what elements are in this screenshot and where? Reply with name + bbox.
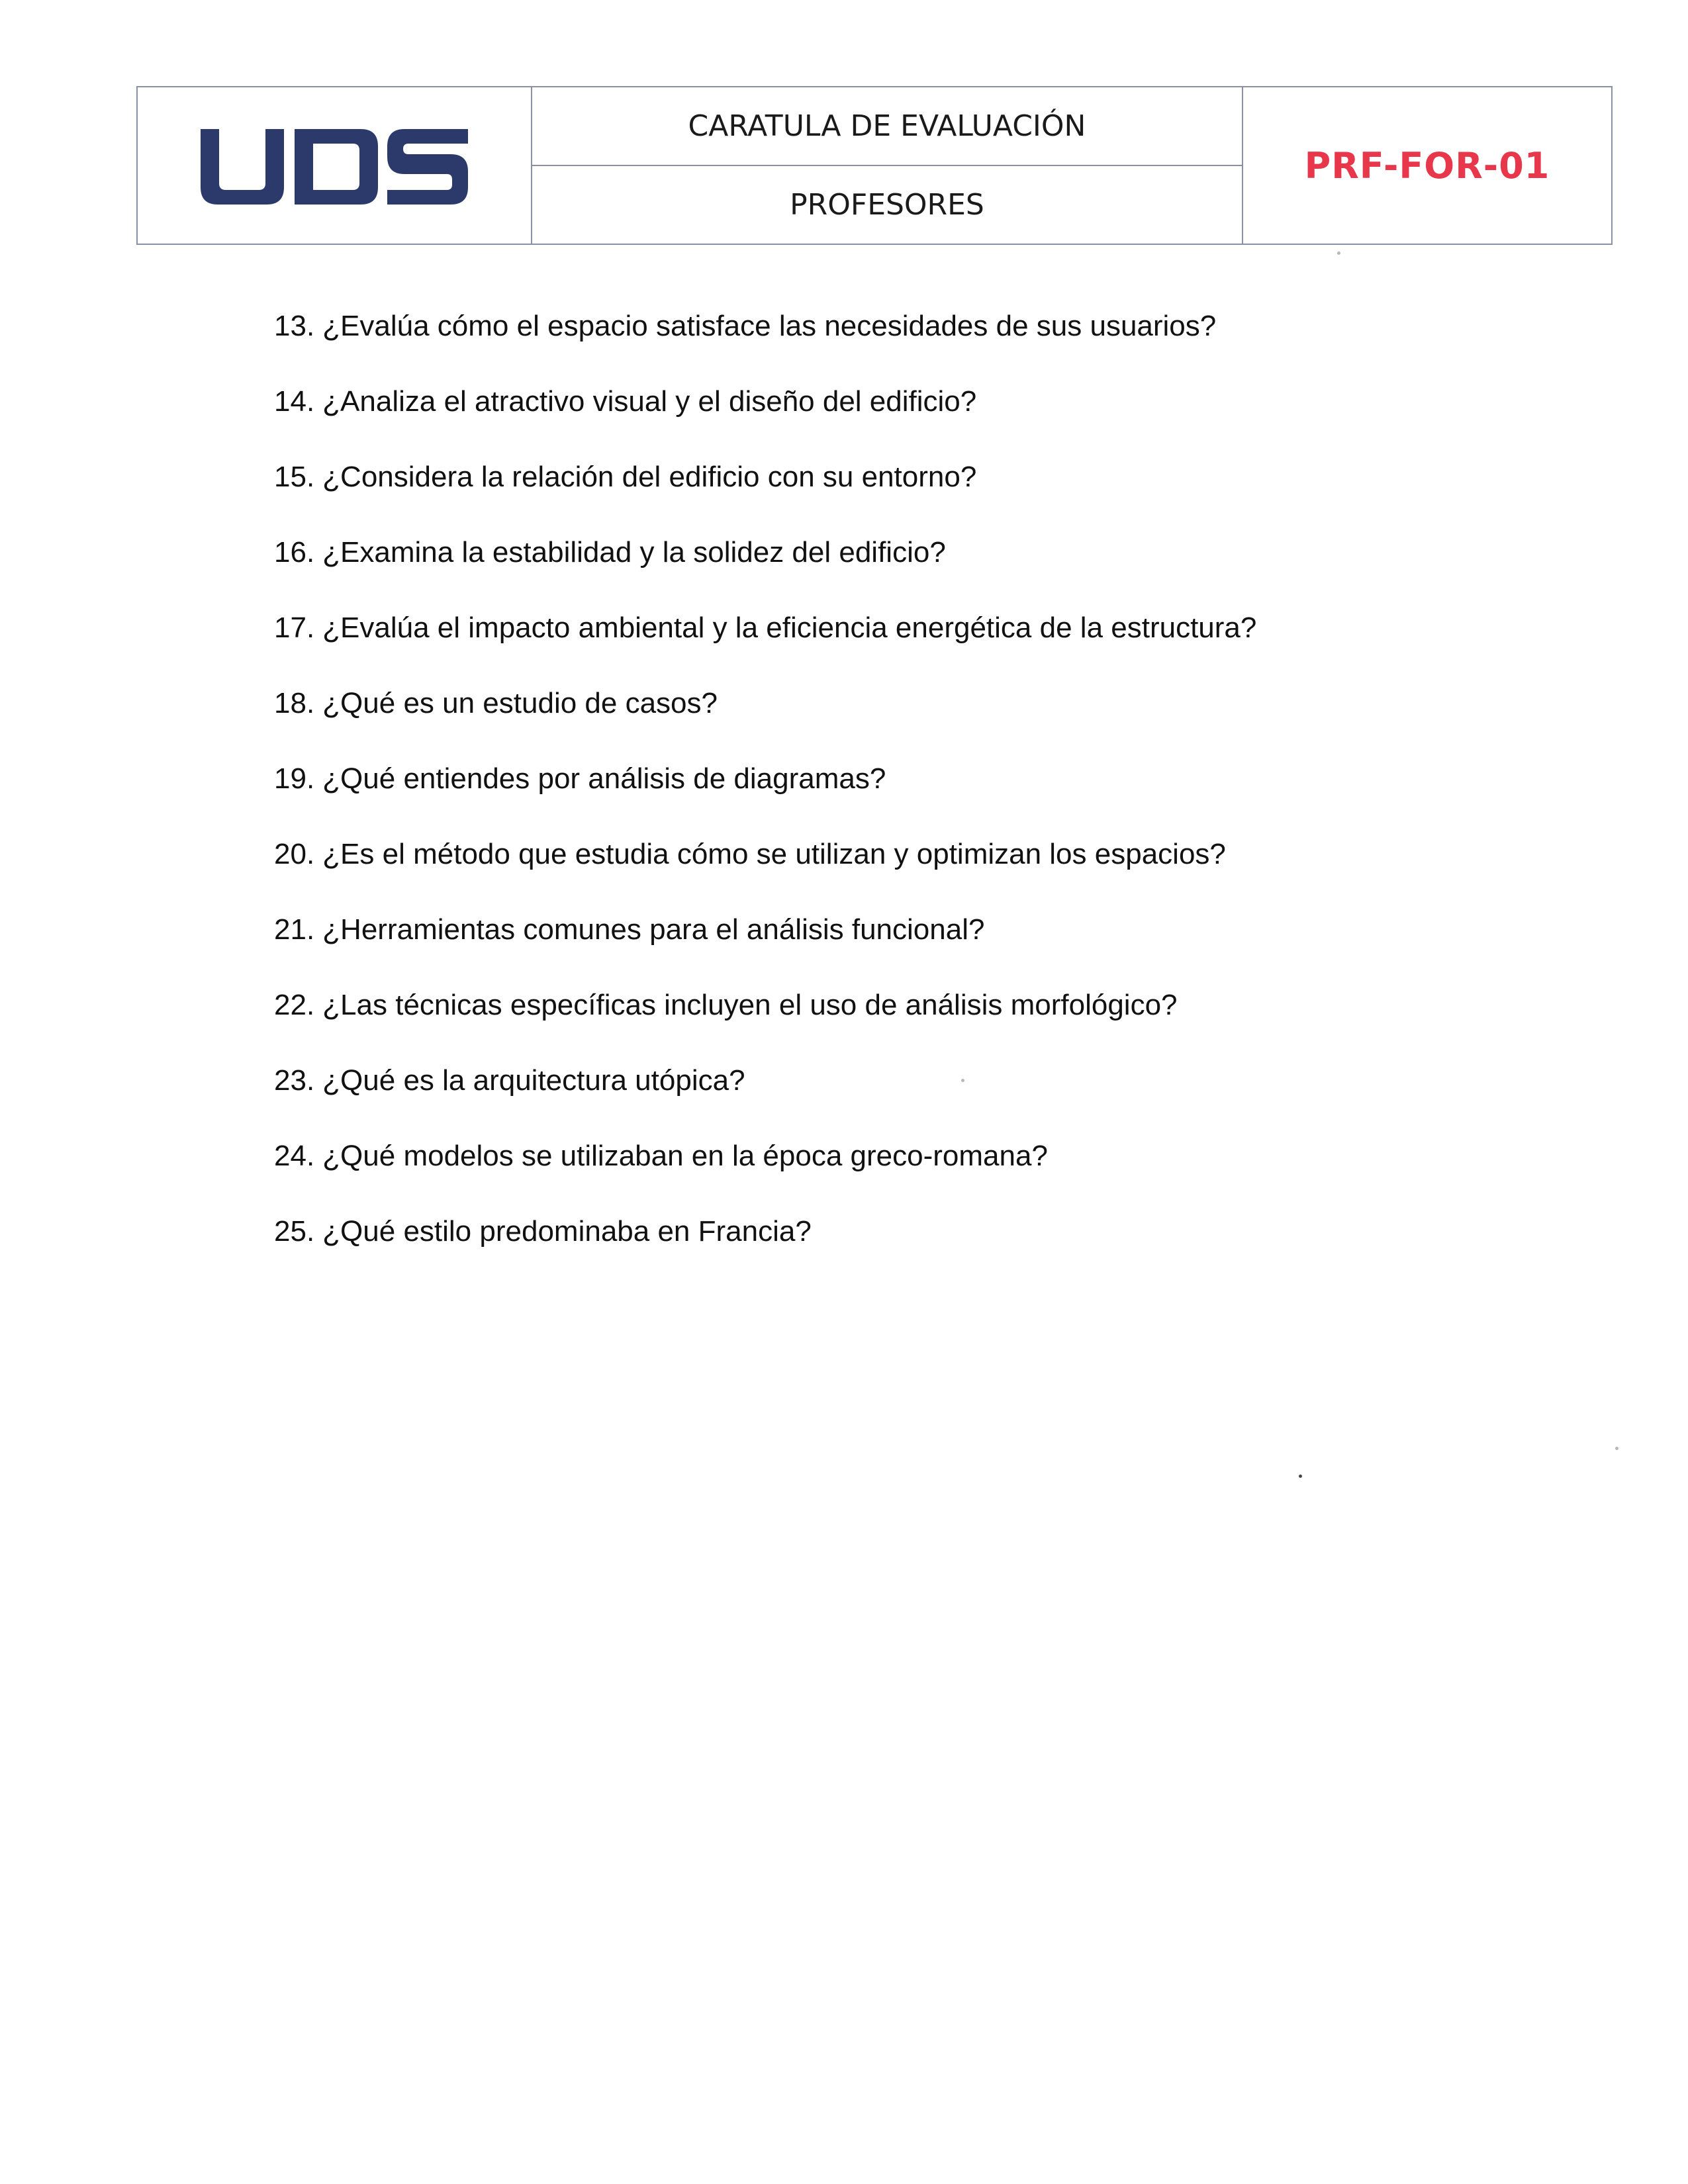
question-item <box>274 989 1532 1064</box>
question-item <box>274 536 1532 612</box>
question-number: 17. <box>274 612 315 644</box>
document-header <box>136 86 1613 245</box>
question-number: 16. <box>274 536 315 569</box>
document-subtitle: PROFESORES <box>790 188 984 222</box>
scan-speck <box>1337 251 1340 255</box>
question-item <box>274 461 1532 536</box>
logo-cell <box>138 87 532 244</box>
question-text: ¿Evalúa cómo el espacio satisface las necesidades de sus usuarios? <box>322 310 1217 342</box>
question-item <box>274 1215 1532 1291</box>
question-number: 15. <box>274 461 315 493</box>
question-text: ¿Qué modelos se utilizaban en la época greco-romana? <box>322 1140 1048 1172</box>
question-item <box>274 612 1532 687</box>
question-number: 24. <box>274 1140 315 1172</box>
question-number: 19. <box>274 762 315 795</box>
question-number: 21. <box>274 913 315 946</box>
question-item <box>274 762 1532 838</box>
scan-speck <box>1615 1447 1618 1450</box>
question-text: ¿Qué es la arquitectura utópica? <box>322 1064 745 1097</box>
question-number: 22. <box>274 989 315 1021</box>
question-text: ¿Qué es un estudio de casos? <box>322 687 718 719</box>
question-item <box>274 1140 1532 1215</box>
question-text: ¿Qué entiendes por análisis de diagramas? <box>322 762 886 795</box>
question-text: ¿Evalúa el impacto ambiental y la eficiencia energética de la estructura? <box>322 612 1257 644</box>
question-number: 23. <box>274 1064 315 1097</box>
question-item <box>274 310 1532 385</box>
code-cell <box>1243 87 1611 244</box>
scan-speck <box>1299 1475 1302 1478</box>
question-item <box>274 385 1532 461</box>
question-text: ¿Herramientas comunes para el análisis funcional? <box>322 913 985 946</box>
question-text: ¿Qué estilo predominaba en Francia? <box>322 1215 812 1248</box>
scan-speck <box>961 1079 964 1082</box>
question-text: ¿Las técnicas específicas incluyen el uso de análisis morfológico? <box>322 989 1178 1021</box>
question-text: ¿Es el método que estudia cómo se utilizan y optimizan los espacios? <box>322 838 1226 870</box>
question-number: 25. <box>274 1215 315 1248</box>
question-item <box>274 1064 1532 1140</box>
question-list <box>274 310 1532 1291</box>
question-item <box>274 687 1532 762</box>
question-text: ¿Examina la estabilidad y la solidez del edificio? <box>322 536 946 569</box>
title-cell <box>532 87 1243 244</box>
question-item <box>274 913 1532 989</box>
question-number: 18. <box>274 687 315 719</box>
question-item <box>274 838 1532 913</box>
question-number: 20. <box>274 838 315 870</box>
uds-logo <box>195 122 473 208</box>
document-code: PRF-FOR-01 <box>1304 144 1550 187</box>
question-text: ¿Considera la relación del edificio con su entorno? <box>322 461 977 493</box>
question-number: 13. <box>274 310 315 342</box>
question-number: 14. <box>274 385 315 418</box>
question-text: ¿Analiza el atractivo visual y el diseño del edificio? <box>322 385 977 418</box>
document-title: CARATULA DE EVALUACIÓN <box>532 87 1242 166</box>
